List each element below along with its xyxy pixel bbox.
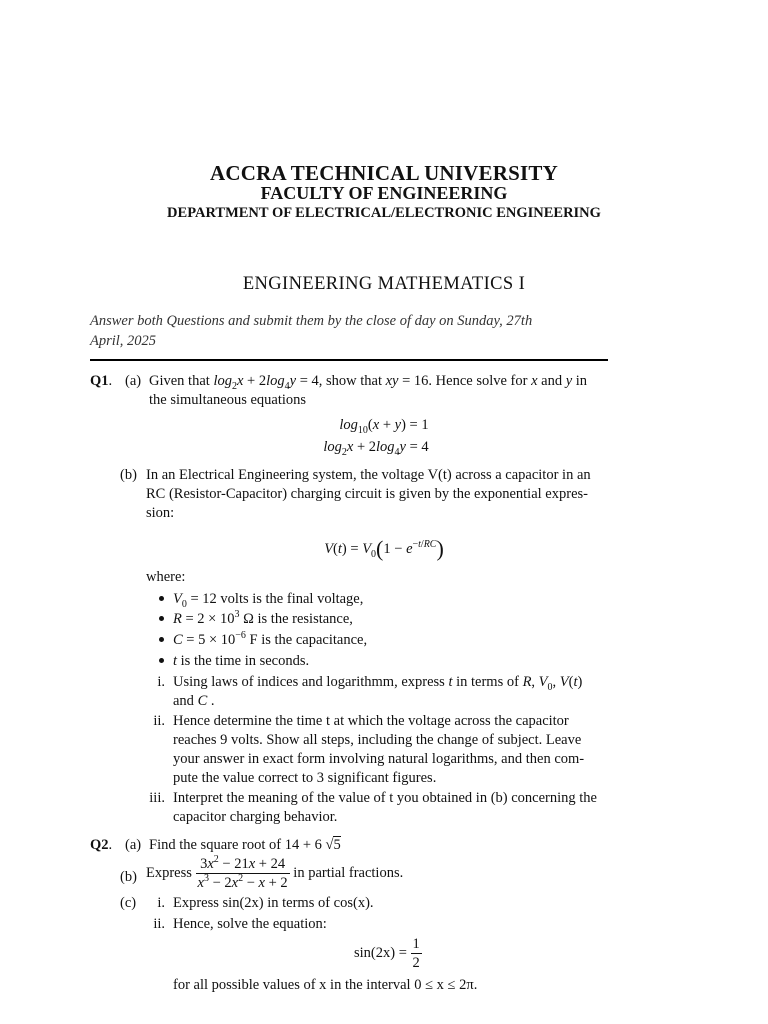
voltage-equation: $V(t) = V_0(1 - e^{-t/RC})$ — [324, 536, 444, 561]
q1b-iii-line: capacitor charging behavior. — [173, 809, 338, 825]
q2c-ii-label: ii. — [153, 916, 165, 932]
q2c-i-label: i. — [157, 895, 165, 911]
bullet-v0: $V_0 = 12$ volts is the final voltage, — [173, 591, 364, 610]
q2b-label: (b) — [120, 869, 137, 885]
q1a-line-2: the simultaneous equations — [149, 392, 307, 408]
q2b-text: Express $\frac{3x^2 - 21x + 24}{x^3 - 2x^2 - x + 2}$ in partial fractions. — [146, 854, 404, 891]
q1a-line-1: Given that $\log_2x + 2\log_4y = 4$, show that xy = 16. Hence solve for x and y in — [149, 373, 588, 392]
q1b-i-line-2: and C . — [173, 693, 215, 709]
bullet-dot — [159, 658, 164, 663]
q1b-ii-line: Hence determine the time t at which the voltage across the capacitor — [173, 713, 569, 729]
equation-1: $\log_{10}(x + y) = 1$ — [339, 417, 429, 436]
where-label: where: — [146, 569, 186, 585]
q1b-line-3: sion: — [146, 505, 175, 521]
sin-equation: sin(2x) = $\frac{1}{2}$ — [354, 936, 420, 971]
q1a-label: (a) — [125, 373, 142, 389]
q1b-line-1: In an Electrical Engineering system, the voltage V(t) across a capacitor in an — [146, 467, 591, 483]
q2a-label: (a) — [125, 837, 142, 853]
course-title: ENGINEERING MATHEMATICS I — [242, 274, 526, 294]
bullet-r: $R = 2 \times 10^3$ Ω is the resistance, — [173, 609, 353, 627]
faculty-name: FACULTY OF ENGINEERING — [260, 183, 508, 203]
q2c-ii-text: Hence, solve the equation: — [173, 916, 327, 932]
instructions-line-2: April, 2025 — [90, 333, 157, 349]
q2c-final: for all possible values of x in the interval 0 ≤ x ≤ 2π. — [173, 977, 478, 993]
q1b-i-label: i. — [157, 674, 165, 690]
instructions-line-1: Answer both Questions and submit them by the close of day on Sunday, 27th — [90, 313, 533, 329]
q1b-label: (b) — [120, 467, 137, 483]
bullet-c: $C = 5 \times 10^{-6}$ F is the capacitance, — [173, 630, 368, 648]
department-name: DEPARTMENT OF ELECTRICAL/ELECTRONIC ENGINEERING — [167, 205, 601, 221]
bullet-dot — [159, 596, 164, 601]
q1b-iii-line: Interpret the meaning of the value of t you obtained in (b) concerning the — [173, 790, 597, 806]
q1b-iii-label: iii. — [149, 790, 165, 806]
q2a-text: Find the square root of 14 + 6 √5 — [149, 837, 341, 853]
q1b-i-line-1: Using laws of indices and logarithmm, express t in terms of R, $V_0$, V(t) — [173, 674, 583, 693]
bullet-dot — [159, 637, 164, 642]
q1b-ii-line: your answer in exact form involving natural logarithms, and then com- — [173, 751, 585, 767]
q2-label: Q2. — [90, 837, 113, 853]
divider-rule — [90, 359, 608, 361]
q2c-label: (c) — [120, 895, 137, 911]
q1b-ii-label: ii. — [153, 713, 165, 729]
partial-fraction: $\frac{3x^2 - 21x + 24}{x^3 - 2x^2 - x + 2}$ — [197, 854, 288, 891]
equation-2: $\log_2x + 2\log_4y = 4$ — [323, 439, 429, 458]
bullet-t: t is the time in seconds. — [173, 653, 310, 669]
q2c-i-text: Express sin(2x) in terms of cos(x). — [173, 895, 374, 911]
instructions — [90, 311, 610, 351]
q1b-ii-line: reaches 9 volts. Show all steps, including the change of subject. Leave — [173, 732, 582, 748]
university-name: ACCRA TECHNICAL UNIVERSITY — [210, 161, 558, 185]
q1b-ii-line: pute the value correct to 3 significant figures. — [173, 770, 437, 786]
bullet-dot — [159, 616, 164, 621]
q1b-line-2: RC (Resistor-Capacitor) charging circuit is given by the exponential expres- — [146, 486, 588, 502]
q1-label: Q1. — [90, 373, 113, 389]
